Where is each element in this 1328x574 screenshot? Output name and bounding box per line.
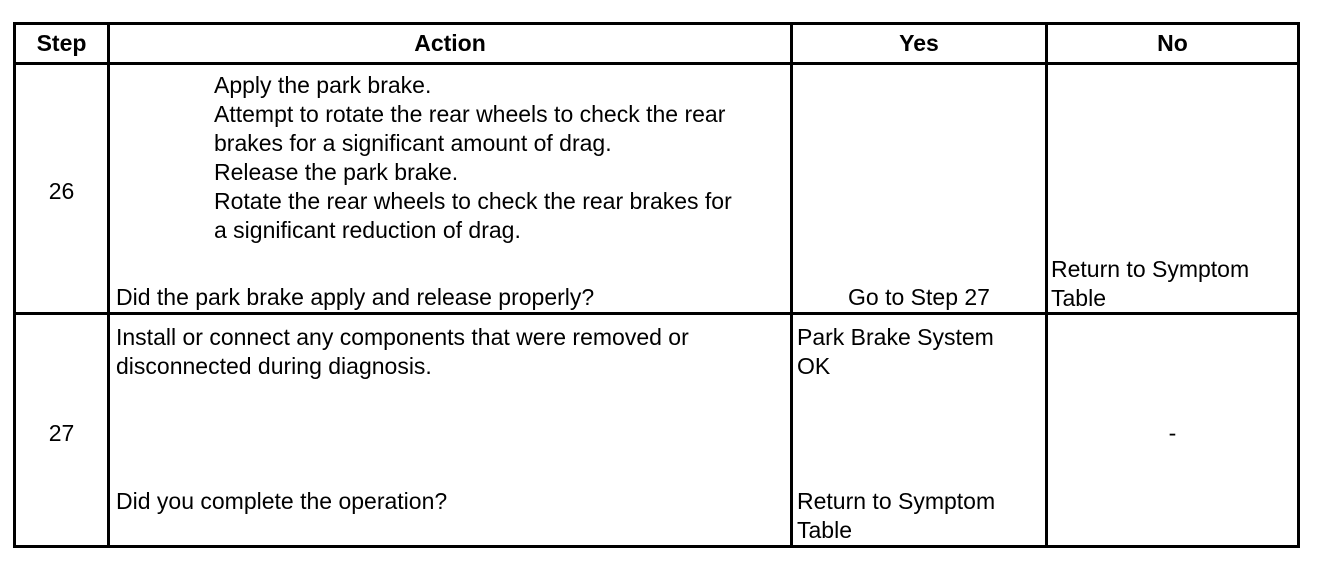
row-divider xyxy=(16,62,1297,65)
header-no: No xyxy=(1157,30,1188,56)
action-line: Attempt to rotate the rear wheels to check the rear xyxy=(214,101,726,127)
action-line: disconnected during diagnosis. xyxy=(116,353,432,379)
column-divider xyxy=(1045,25,1048,545)
action-line: a significant reduction of drag. xyxy=(214,217,521,243)
action-instructions xyxy=(214,71,732,245)
yes-result-line: Table xyxy=(797,517,852,543)
yes-result-bottom xyxy=(797,487,995,545)
action-line: Rotate the rear wheels to check the rear brakes for xyxy=(214,188,732,214)
action-question: Did the park brake apply and release properly? xyxy=(116,284,595,310)
yes-result-line: Park Brake System xyxy=(797,324,994,350)
action-line: Release the park brake. xyxy=(214,159,459,185)
header-yes: Yes xyxy=(899,30,939,56)
column-divider xyxy=(107,25,110,545)
action-line: Install or connect any components that were removed or xyxy=(116,324,689,350)
header-step: Step xyxy=(36,30,87,56)
action-question: Did you complete the operation? xyxy=(116,488,448,514)
header-action: Action xyxy=(414,30,486,56)
step-number: 27 xyxy=(48,420,75,446)
no-result-line: Return to Symptom xyxy=(1051,256,1250,282)
yes-result-line: OK xyxy=(797,353,831,379)
diagnostic-table xyxy=(13,22,1300,548)
action-line: brakes for a significant amount of drag. xyxy=(214,130,612,156)
action-instructions xyxy=(116,323,689,381)
no-result: - xyxy=(1168,420,1177,446)
no-result xyxy=(1051,255,1249,313)
no-result-line: Table xyxy=(1051,285,1106,311)
yes-result-top xyxy=(797,323,994,381)
step-number: 26 xyxy=(48,178,75,204)
yes-result: Go to Step 27 xyxy=(848,284,990,310)
action-line: Apply the park brake. xyxy=(214,72,432,98)
yes-result-line: Return to Symptom xyxy=(797,488,996,514)
